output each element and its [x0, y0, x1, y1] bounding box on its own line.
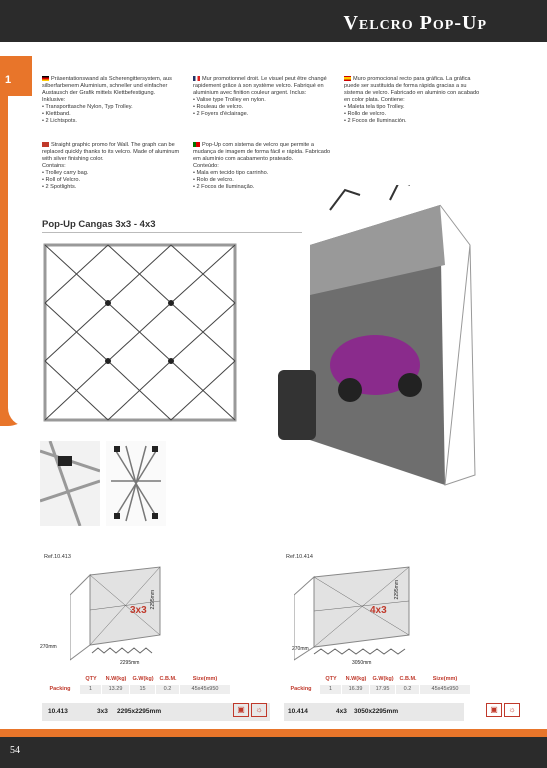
height-dimension: 2295mm	[150, 590, 156, 610]
size-label: 3x3	[130, 605, 147, 616]
size-label: 4x3	[370, 605, 387, 616]
package-icon: ▣	[486, 703, 502, 717]
spec-card-4x3	[282, 550, 512, 715]
product-row-10413: 10.413 3x3 2295x2295mm	[42, 703, 270, 721]
flag-de-icon	[42, 76, 49, 81]
ref-label: Ref.10.413	[44, 554, 71, 560]
velcro-detail-photo	[40, 441, 100, 526]
desc-french: Mur promotionnel droit. Le visuel peut être changé rapidement grâce à son système velcro. Fabriqué en aluminium avec finition couleur argent. Inclus: • Valise type Trolley en nylon. • Rouleau de velcro. • 2 Foyers d'éclairage.	[193, 76, 327, 117]
spec-card-3x3	[40, 550, 270, 715]
depth-dimension: 270mm	[40, 644, 57, 650]
height-dimension: 2295mm	[394, 580, 400, 600]
section-title: Pop-Up Cangas 3x3 - 4x3	[42, 219, 156, 230]
page-number: 54	[10, 745, 20, 756]
packing-table: QTY N.W(kg) G.W(kg) C.B.M. Size(mm) Packing 1 16.39 17.95 0.2 45x45x950	[312, 675, 512, 695]
chapter-number: 1	[5, 74, 12, 86]
width-dimension: 2295mm	[120, 660, 140, 666]
desc-portuguese: Pop-Up com sistema de velcro que permite a mudança de imagem de forma fácil e rápida. Fabricado em alumínio com acabamento prateado. Conteúdo: • Mala em tecido tipo carrinho. • Rolo de velcro. • 2 Focos de Iluminação.	[193, 142, 331, 190]
package-icon: ▣	[233, 703, 249, 717]
desc-spanish: Muro promocional recto para gráfica. La gráfica puede ser sustituida de forma rápida gracias a su sistema de velcro. Fabricado en aluminio con acabado en color plata. Contiene: • Maleta tela tipo Trolley. • Rollo de velcro. • 2 Focos de Iluminación.	[344, 76, 480, 124]
page-title: Velcro Pop-Up	[343, 12, 487, 34]
flag-fr-icon	[193, 76, 200, 81]
chapter-tab	[0, 56, 32, 426]
ref-label: Ref.10.414	[286, 554, 313, 560]
page-footer	[0, 737, 547, 768]
lamp-icon: ☼	[504, 703, 520, 717]
desc-german: Präsentationswand als Scherengittersystem, aus silberfarbenem Aluminium, schneller und einfacher Austausch der Grafik mittels Klettbefestigung. Inklusive: • Transporttasche Nylon, Typ Trolley. • Klettband. • 2 Lichtspots.	[42, 76, 172, 124]
flag-es-icon	[344, 76, 351, 81]
desc-english: Straight graphic promo for Wall. The graph can be replaced quickly thanks to its velcro. Made of aluminum with silver finishing color. Contains: • Trolley carry bag. • Roll of Velcro. • 2 Spotlights.	[42, 142, 180, 190]
product-photo	[270, 185, 480, 525]
folded-frame-photo	[106, 441, 166, 526]
frame-structure-image	[40, 240, 245, 430]
flag-pt-icon	[193, 142, 200, 147]
width-dimension: 3050mm	[352, 660, 372, 666]
lamp-icon: ☼	[251, 703, 267, 717]
page-header	[0, 0, 547, 42]
depth-dimension: 270mm	[292, 646, 309, 652]
product-row-10414: 10.414 4x3 3050x2295mm	[284, 703, 464, 721]
packing-table: QTY N.W(kg) G.W(kg) C.B.M. Size(mm) Packing 1 13.29 15 0.2 45x45x950	[60, 675, 270, 695]
flag-uk-icon	[42, 142, 49, 147]
